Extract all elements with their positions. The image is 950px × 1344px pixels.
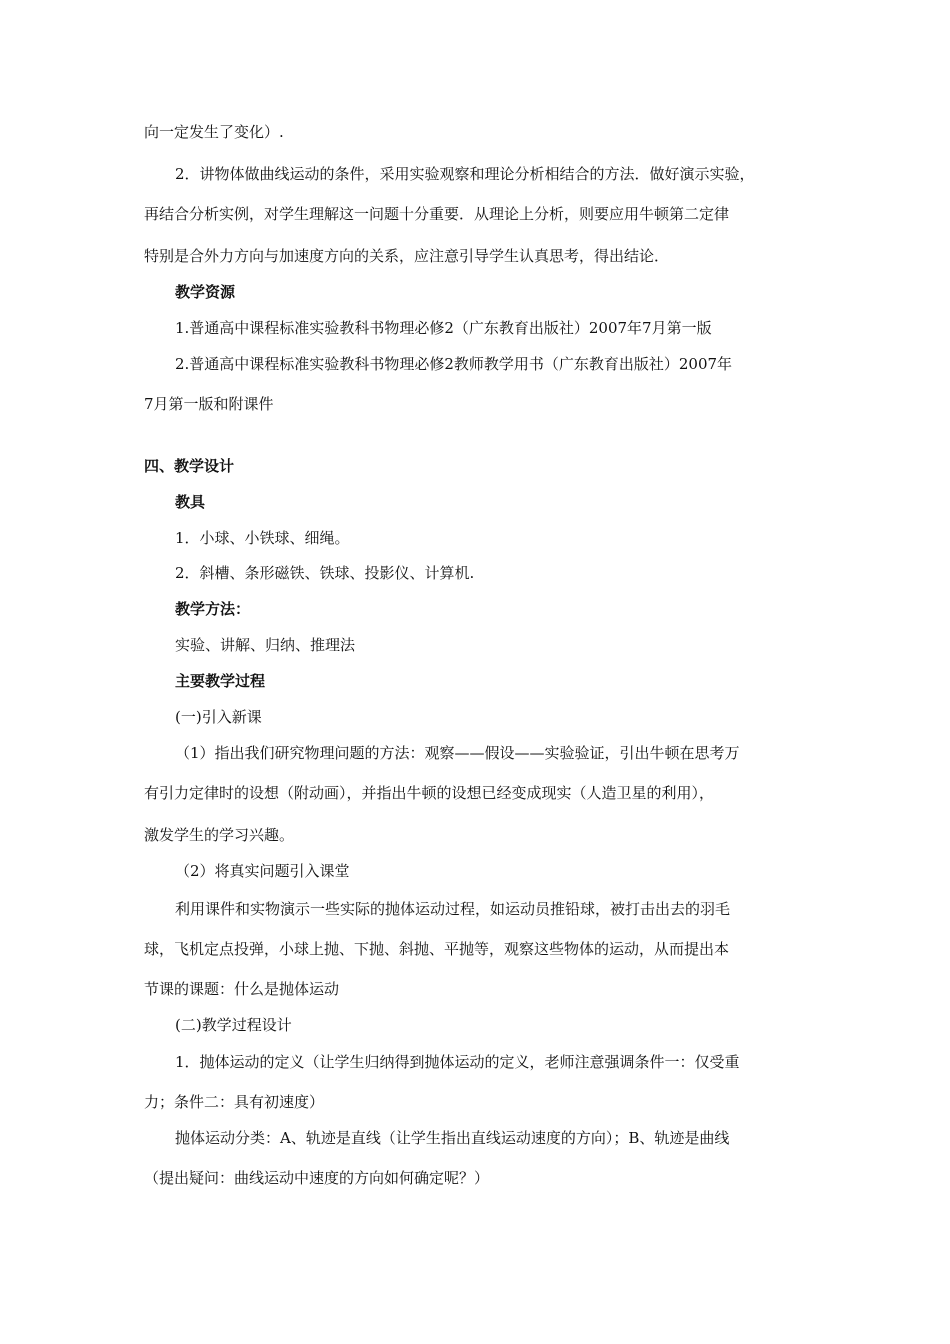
paragraph-line: 再结合分析实例，对学生理解这一问题十分重要．从理论上分析，则要应用牛顿第二定律 <box>144 205 730 223</box>
paragraph-line: （2）将真实问题引入课堂 <box>175 862 350 880</box>
paragraph-line: 实验、讲解、归纳、推理法 <box>175 636 356 654</box>
paragraph-line: 激发学生的学习兴趣。 <box>144 826 295 844</box>
section-heading: 主要教学过程 <box>175 672 266 690</box>
section-heading: 教学资源 <box>175 283 236 301</box>
paragraph-line: 抛体运动分类：A、轨迹是直线（让学生指出直线运动速度的方向）；B、轨迹是曲线 <box>175 1129 730 1147</box>
paragraph-line: 2．讲物体做曲线运动的条件，采用实验观察和理论分析相结合的方法．做好演示实验， <box>175 165 755 183</box>
paragraph-line: 节课的课题：什么是抛体运动 <box>144 980 340 998</box>
paragraph-line: 球，飞机定点投弹，小球上抛、下抛、斜抛、平抛等，观察这些物体的运动，从而提出本 <box>144 940 730 958</box>
paragraph-line: 1．小球、小铁球、细绳。 <box>175 529 350 547</box>
paragraph-line: 力；条件二：具有初速度） <box>144 1093 325 1111</box>
paragraph-line: 7月第一版和附课件 <box>144 395 274 413</box>
paragraph-line: 1．抛体运动的定义（让学生归纳得到抛体运动的定义，老师注意强调条件一：仅受重 <box>175 1053 740 1071</box>
chapter-heading: 四、教学设计 <box>144 457 235 475</box>
section-heading: 教学方法： <box>175 600 251 618</box>
paragraph-line: (二)教学过程设计 <box>175 1016 292 1034</box>
paragraph-line: （提出疑问：曲线运动中速度的方向如何确定呢？） <box>144 1169 490 1187</box>
paragraph-line: 特别是合外力方向与加速度方向的关系，应注意引导学生认真思考，得出结论． <box>144 247 670 265</box>
paragraph-line: 有引力定律时的设想（附动画），并指出牛顿的设想已经变成现实（人造卫星的利用）， <box>144 784 715 802</box>
paragraph-line: 2.普通高中课程标准实验教科书物理必修2教师教学用书（广东教育出版社）2007年 <box>175 355 733 373</box>
paragraph-line: 向一定发生了变化）. <box>144 123 284 141</box>
section-heading: 教具 <box>175 493 206 511</box>
paragraph-line: （1）指出我们研究物理问题的方法：观察——假设——实验验证，引出牛顿在思考万 <box>175 744 740 762</box>
paragraph-line: 2．斜槽、条形磁铁、铁球、投影仪、计算机. <box>175 564 475 582</box>
paragraph-line: (一)引入新课 <box>175 708 262 726</box>
paragraph-line: 1.普通高中课程标准实验教科书物理必修2（广东教育出版社）2007年7月第一版 <box>175 319 712 337</box>
paragraph-line: 利用课件和实物演示一些实际的抛体运动过程，如运动员推铅球，被打击出去的羽毛 <box>175 900 731 918</box>
